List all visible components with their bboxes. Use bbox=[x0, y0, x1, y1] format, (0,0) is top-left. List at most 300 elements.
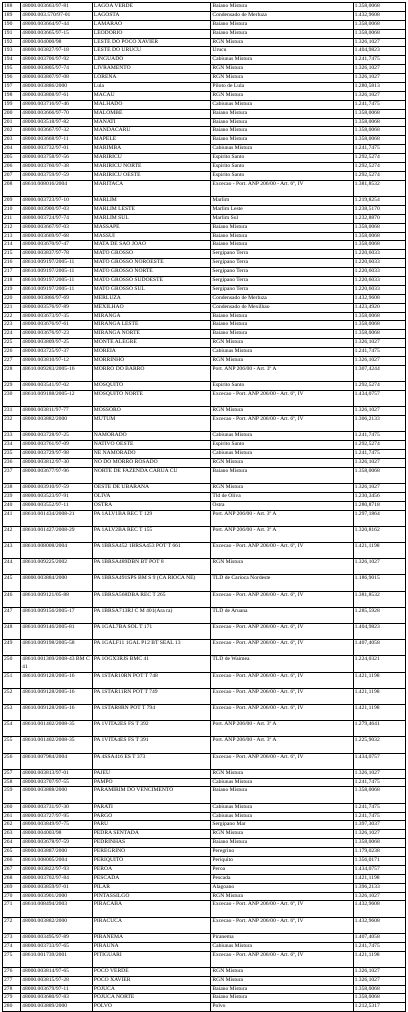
reference-value-cell: 1.434,0757 bbox=[353, 753, 405, 769]
field-name-cell: PA 1BRSA452 1BRSA453 POT T 661 bbox=[92, 543, 211, 559]
field-name-cell: PARATI bbox=[92, 803, 211, 812]
row-number-cell: 258 bbox=[3, 778, 21, 787]
table-row bbox=[3, 501, 406, 510]
row-number-cell: 278 bbox=[3, 985, 21, 994]
row-number-cell: 190 bbox=[3, 20, 21, 29]
reference-value-cell: 1.432,9608 bbox=[353, 901, 405, 917]
process-number-cell: 48610.009197/2005-11 bbox=[21, 259, 93, 268]
row-number-cell: 261 bbox=[3, 812, 21, 821]
field-name-cell: PILAR bbox=[92, 883, 211, 892]
reference-value-cell: 1.358,0068 bbox=[353, 223, 405, 232]
reference-value-cell: 1.241,7475 bbox=[353, 778, 405, 787]
process-number-cell: 48000.003901/2000 bbox=[21, 892, 93, 901]
row-number-cell: 226 bbox=[3, 348, 21, 357]
field-name-cell: PA 1ALV2BA REC T 155 bbox=[92, 526, 211, 542]
field-name-cell: Lula bbox=[92, 83, 211, 92]
oil-type-cell: Piloto de Lula bbox=[211, 83, 353, 92]
field-name-cell: MIRANGA NORTE bbox=[92, 330, 211, 339]
table-row bbox=[3, 839, 406, 848]
row-number-cell: 224 bbox=[3, 330, 21, 339]
reference-value-cell: 1.220,6033 bbox=[353, 259, 405, 268]
table-row bbox=[3, 268, 406, 277]
reference-value-cell: 1.241,7475 bbox=[353, 812, 405, 821]
table-row bbox=[3, 492, 406, 501]
reference-value-cell: 1.326,1027 bbox=[353, 91, 405, 100]
table-row bbox=[3, 348, 406, 357]
oil-type-cell: Piranema bbox=[211, 933, 353, 942]
process-number-cell: 48610.009197/2005-11 bbox=[21, 277, 93, 286]
table-row bbox=[3, 942, 406, 951]
field-name-cell: PAJEU bbox=[92, 769, 211, 778]
table-row bbox=[3, 967, 406, 976]
row-number-cell: 239 bbox=[3, 492, 21, 501]
field-name-cell: MANATI bbox=[92, 118, 211, 127]
field-name-cell: LAGOA VERDE bbox=[92, 3, 211, 12]
reference-value-cell: 1.285,5928 bbox=[353, 607, 405, 623]
row-number-cell: 279 bbox=[3, 994, 21, 1003]
reference-value-cell: 1.219,8254 bbox=[353, 197, 405, 206]
table-row bbox=[3, 312, 406, 321]
row-number-cell: 208 bbox=[3, 180, 21, 196]
table-row bbox=[3, 883, 406, 892]
field-name-cell: MARITACA bbox=[92, 180, 211, 196]
oil-type-cell: Baiano Mistura bbox=[211, 787, 353, 803]
oil-type-cell: Baiano Mistura bbox=[211, 312, 353, 321]
oil-type-cell: Espirito Santo bbox=[211, 441, 353, 450]
field-name-cell: OLIVA bbox=[92, 492, 211, 501]
table-row bbox=[3, 339, 406, 348]
table-row bbox=[3, 277, 406, 286]
row-number-cell: 217 bbox=[3, 268, 21, 277]
reference-value-cell: 1.358,0068 bbox=[353, 127, 405, 136]
table-row bbox=[3, 892, 406, 901]
field-name-cell: PA 1VITA2ES FS T 392 bbox=[92, 721, 211, 737]
table-row bbox=[3, 1003, 406, 1012]
row-number-cell: 194 bbox=[3, 56, 21, 65]
table-row bbox=[3, 294, 406, 303]
oil-type-cell: Sergipano Terra bbox=[211, 277, 353, 286]
oil-type-cell: Baiano Mistura bbox=[211, 127, 353, 136]
process-number-cell: 48000.003815/97-28 bbox=[21, 976, 93, 985]
table-row bbox=[3, 737, 406, 753]
process-number-cell: 48000.003541/97-02 bbox=[21, 382, 93, 391]
oil-type-cell: Cabiunas Mistura bbox=[211, 942, 353, 951]
process-number-cell: 48000.003576/97-89 bbox=[21, 303, 93, 312]
table-row bbox=[3, 100, 406, 109]
field-name-cell: MATO GROSSO NOROESTE bbox=[92, 259, 211, 268]
row-number-cell: 201 bbox=[3, 118, 21, 127]
reference-value-cell: 1.358,0068 bbox=[353, 232, 405, 241]
table-row bbox=[3, 688, 406, 704]
row-number-cell: 213 bbox=[3, 232, 21, 241]
reference-value-cell: 1.241,7475 bbox=[353, 100, 405, 109]
process-number-cell: 48000.003669/97-68 bbox=[21, 232, 93, 241]
field-name-cell: PIRANEMA bbox=[92, 933, 211, 942]
row-number-cell: 229 bbox=[3, 382, 21, 391]
oil-type-cell: Cabiunas Mistura bbox=[211, 778, 353, 787]
oil-type-cell: Sergipano Terra bbox=[211, 259, 353, 268]
oil-type-cell: Baiano Mistura bbox=[211, 3, 353, 12]
row-number-cell: 277 bbox=[3, 976, 21, 985]
table-row bbox=[3, 365, 406, 381]
row-number-cell: 193 bbox=[3, 47, 21, 56]
process-number-cell: 48610.009225/2002 bbox=[21, 559, 93, 575]
field-name-cell: MIRANGA LESTE bbox=[92, 321, 211, 330]
field-name-cell: LIVRAMENTO bbox=[92, 65, 211, 74]
table-row bbox=[3, 432, 406, 441]
field-name-cell: PAMPO bbox=[92, 778, 211, 787]
table-row bbox=[3, 450, 406, 459]
row-number-cell: 257 bbox=[3, 769, 21, 778]
process-number-cell: 48610.001369/2008-43 BM C 41 bbox=[21, 656, 93, 672]
row-number-cell: 200 bbox=[3, 109, 21, 118]
reference-value-cell: 1.358,0068 bbox=[353, 136, 405, 145]
table-row bbox=[3, 416, 406, 432]
process-number-cell: 48000.003680/97-83 bbox=[21, 994, 93, 1003]
table-row bbox=[3, 812, 406, 821]
reference-value-cell: 1.326,1027 bbox=[353, 484, 405, 493]
oil-type-cell: RGN Mistura bbox=[211, 407, 353, 416]
oil-type-cell: Excecao - Port. ANP 206/00 - Art. 6º, IV bbox=[211, 640, 353, 656]
field-name-cell: MARLIM bbox=[92, 197, 211, 206]
process-number-cell: 48000.003664/97-44 bbox=[21, 20, 93, 29]
table-row bbox=[3, 778, 406, 787]
field-name-cell: PA 1STAR8RN POT T 794 bbox=[92, 704, 211, 720]
oil-type-cell: Urucu bbox=[211, 47, 353, 56]
oil-type-cell: RGN Mistura bbox=[211, 967, 353, 976]
process-number-cell: 48000.003811/97-77 bbox=[21, 407, 93, 416]
process-number-cell: 48000.003759/97-59 bbox=[21, 171, 93, 180]
oil-type-cell: RGN Mistura bbox=[211, 65, 353, 74]
process-number-cell: 48000.003760/97-38 bbox=[21, 163, 93, 172]
row-number-cell: 195 bbox=[3, 65, 21, 74]
oil-type-cell: Sergipano Terra bbox=[211, 268, 353, 277]
oil-type-cell: Marlim Sul bbox=[211, 214, 353, 223]
process-number-cell: 48610.008494/2003 bbox=[21, 901, 93, 917]
row-number-cell: 265 bbox=[3, 848, 21, 857]
oil-type-cell: Port. ANP 206/00 - Art. 3º A bbox=[211, 737, 353, 753]
table-row bbox=[3, 467, 406, 483]
row-number-cell: 234 bbox=[3, 441, 21, 450]
table-row bbox=[3, 591, 406, 607]
oil-type-cell: Espirito Santo bbox=[211, 154, 353, 163]
field-name-cell: MARIRICU OESTE bbox=[92, 171, 211, 180]
process-number-cell: 48610.001427/2008-29 bbox=[21, 526, 93, 542]
reference-value-cell: 1.432,9608 bbox=[353, 917, 405, 933]
table-row bbox=[3, 38, 406, 47]
field-name-cell: MARIRICU NORTE bbox=[92, 163, 211, 172]
field-name-cell: MOSQUITO bbox=[92, 382, 211, 391]
oil-type-cell: RGN Mistura bbox=[211, 38, 353, 47]
field-name-cell: MATO GROSSO NORTE bbox=[92, 268, 211, 277]
process-number-cell: 48000.003900/97-03 bbox=[21, 205, 93, 214]
table-row bbox=[3, 357, 406, 366]
field-name-cell: POCO VERDE bbox=[92, 967, 211, 976]
row-number-cell: 263 bbox=[3, 830, 21, 839]
process-number-cell: 48000.003724/97-74 bbox=[21, 214, 93, 223]
field-name-cell: PA 1VITA4ES FS T 391 bbox=[92, 737, 211, 753]
table-row bbox=[3, 382, 406, 391]
process-number-cell: 48000.003523/97-91 bbox=[21, 492, 93, 501]
table-row bbox=[3, 83, 406, 92]
field-name-cell: PERIQUITO bbox=[92, 857, 211, 866]
oil-type-cell: Polvo bbox=[211, 1003, 353, 1012]
row-number-cell: 207 bbox=[3, 171, 21, 180]
reference-value-cell: 1.396,2133 bbox=[353, 883, 405, 892]
field-name-cell: MONTE ALEGRE bbox=[92, 339, 211, 348]
row-number-cell: 266 bbox=[3, 857, 21, 866]
row-number-cell: 223 bbox=[3, 321, 21, 330]
table-row bbox=[3, 11, 406, 20]
row-number-cell: 260 bbox=[3, 803, 21, 812]
reference-value-cell: 1.326,1027 bbox=[353, 74, 405, 83]
reference-value-cell: 1.358,0068 bbox=[353, 109, 405, 118]
field-name-cell: POLVO bbox=[92, 1003, 211, 1012]
table-row bbox=[3, 656, 406, 672]
reference-value-cell: 1.358,0068 bbox=[353, 20, 405, 29]
process-number-cell: 48610.009128/2005-16 bbox=[21, 704, 93, 720]
oil-type-cell: Condensado de Merluza bbox=[211, 11, 353, 20]
row-number-cell: 204 bbox=[3, 145, 21, 154]
reference-value-cell: 1.326,1027 bbox=[353, 892, 405, 901]
row-number-cell: 248 bbox=[3, 624, 21, 640]
table-row bbox=[3, 65, 406, 74]
process-number-cell: 48000.003663/97-81 bbox=[21, 3, 93, 12]
field-name-cell: PA 1BRSA568DBA REC T 265 bbox=[92, 591, 211, 607]
oil-type-cell: Ostra bbox=[211, 501, 353, 510]
process-number-cell: 48000.003716/97-46 bbox=[21, 100, 93, 109]
process-number-cell: 48000.003667/97-03 bbox=[21, 223, 93, 232]
table-row bbox=[3, 672, 406, 688]
reference-value-cell: 1.381,8532 bbox=[353, 180, 405, 196]
process-number-cell: 48000.003727/97-95 bbox=[21, 812, 93, 821]
process-number-cell: 48610.007984/2004 bbox=[21, 753, 93, 769]
process-number-cell: 48000.003849/97-75 bbox=[21, 821, 93, 830]
row-number-cell: 218 bbox=[3, 277, 21, 286]
row-number-cell: 214 bbox=[3, 241, 21, 250]
oil-type-cell: Cabiunas Mistura bbox=[211, 803, 353, 812]
oil-type-cell: RGN Mistura bbox=[211, 91, 353, 100]
field-name-cell: PEDRINHAS bbox=[92, 839, 211, 848]
row-number-cell: 253 bbox=[3, 704, 21, 720]
oil-type-cell: Baiano Mistura bbox=[211, 985, 353, 994]
field-name-cell: MARLIM LESTE bbox=[92, 205, 211, 214]
row-number-cell: 222 bbox=[3, 312, 21, 321]
oil-type-cell: Excecao - Port. ANP 206/00 - Art. 6º, IV bbox=[211, 391, 353, 407]
process-number-cell: 48610.009197/2005-11 bbox=[21, 268, 93, 277]
oil-type-cell: Espirito Santo bbox=[211, 171, 353, 180]
reference-value-cell: 1.432,9608 bbox=[353, 11, 405, 20]
process-number-cell: 48000.003808/97-61 bbox=[21, 91, 93, 100]
oil-type-cell: Espirito Santo bbox=[211, 163, 353, 172]
process-number-cell: 48000.004000/98 bbox=[21, 38, 93, 47]
oil-type-cell: Excecao - Port. ANP 206/00 - Art. 6º, IV bbox=[211, 543, 353, 559]
oil-type-cell: RGN Mistura bbox=[211, 830, 353, 839]
field-name-cell: MATO GROSSO SUL bbox=[92, 285, 211, 294]
table-row bbox=[3, 994, 406, 1003]
table-row bbox=[3, 985, 406, 994]
field-name-cell: NORTE DE FAZENDA CARUA CU bbox=[92, 467, 211, 483]
table-row bbox=[3, 391, 406, 407]
row-number-cell: 275 bbox=[3, 951, 21, 967]
row-number-cell: 246 bbox=[3, 591, 21, 607]
table-row bbox=[3, 607, 406, 623]
field-name-cell: MARLIM SUL bbox=[92, 214, 211, 223]
reference-value-cell: 1.407,4058 bbox=[353, 933, 405, 942]
field-name-cell: MARIMBA bbox=[92, 145, 211, 154]
row-number-cell: 238 bbox=[3, 484, 21, 493]
field-name-cell: PARAMIRIM DO VENCIMENTO bbox=[92, 787, 211, 803]
table-row bbox=[3, 933, 406, 942]
process-number-cell: 48000.003732/97-01 bbox=[21, 145, 93, 154]
oil-type-cell: Cabiunas Mistura bbox=[211, 145, 353, 154]
process-number-cell: 48000.003837/97-78 bbox=[21, 250, 93, 259]
reference-value-cell: 1.292,5274 bbox=[353, 154, 405, 163]
reference-value-cell: 1.421,1198 bbox=[353, 704, 405, 720]
reference-value-cell: 1.326,1027 bbox=[353, 976, 405, 985]
oil-type-cell: Baiano Mistura bbox=[211, 467, 353, 483]
process-number-cell: 48000.003678/97-59 bbox=[21, 839, 93, 848]
field-name-cell: PA 1STAR11RN POT T 749 bbox=[92, 688, 211, 704]
field-name-cell: MORRINHO bbox=[92, 357, 211, 366]
reference-value-cell: 1.241,7475 bbox=[353, 348, 405, 357]
reference-value-cell: 1.358,0068 bbox=[353, 241, 405, 250]
row-number-cell: 189 bbox=[3, 11, 21, 20]
field-name-cell: LESTE DO POCO XAVIER bbox=[92, 38, 211, 47]
oil-type-cell: Baiano Mistura bbox=[211, 136, 353, 145]
reference-value-cell: 1.186,9015 bbox=[353, 575, 405, 591]
reference-value-cell: 1.224,0321 bbox=[353, 656, 405, 672]
oil-type-cell: TLD de Aruana bbox=[211, 607, 353, 623]
row-number-cell: 220 bbox=[3, 294, 21, 303]
oil-type-cell: Excecao - Port. ANP 206/00 - Art. 6º, IV bbox=[211, 180, 353, 196]
process-number-cell: 48000.003814/97-65 bbox=[21, 967, 93, 976]
oil-type-cell: Excecao - Port. ANP 206/00 - Art. 6º, IV bbox=[211, 688, 353, 704]
process-number-cell: 48000.003667/97-32 bbox=[21, 127, 93, 136]
oil-type-cell: Port. ANP 206/00 - Art. 3º A bbox=[211, 365, 353, 381]
row-number-cell: 225 bbox=[3, 339, 21, 348]
process-number-cell: 48000.003733/97-65 bbox=[21, 942, 93, 951]
process-number-cell: 48000.004003/98 bbox=[21, 830, 93, 839]
process-number-cell: 48000.003668/97-11 bbox=[21, 136, 93, 145]
process-number-cell: 48000.003887/2000 bbox=[21, 848, 93, 857]
field-name-cell: POJUCA NORTE bbox=[92, 994, 211, 1003]
field-name-cell: PA 1OGX3RJS BMC 41 bbox=[92, 656, 211, 672]
row-number-cell: 205 bbox=[3, 154, 21, 163]
table-row bbox=[3, 769, 406, 778]
process-number-cell: 48610.001434/2008-21 bbox=[21, 510, 93, 526]
oil-type-cell: Baiano Mistura bbox=[211, 241, 353, 250]
row-number-cell: 268 bbox=[3, 874, 21, 883]
reference-value-cell: 1.232,8870 bbox=[353, 214, 405, 223]
row-number-cell: 210 bbox=[3, 205, 21, 214]
row-number-cell: 255 bbox=[3, 737, 21, 753]
process-number-cell: 48000.003882/2000 bbox=[21, 917, 93, 933]
row-number-cell: 219 bbox=[3, 285, 21, 294]
table-row bbox=[3, 917, 406, 933]
oil-type-cell: Excecao - Port. ANP 206/00 - Art. 6º, IV bbox=[211, 917, 353, 933]
row-number-cell: 274 bbox=[3, 942, 21, 951]
process-number-cell: 48000.003810/97-12 bbox=[21, 357, 93, 366]
row-number-cell: 206 bbox=[3, 163, 21, 172]
field-name-cell: MARIRICU bbox=[92, 154, 211, 163]
reference-value-cell: 1.358,0068 bbox=[353, 321, 405, 330]
reference-value-cell: 1.358,0068 bbox=[353, 3, 405, 12]
row-number-cell: 247 bbox=[3, 607, 21, 623]
table-row bbox=[3, 441, 406, 450]
process-number-cell: 48000.003761/97-09 bbox=[21, 441, 93, 450]
row-number-cell: 231 bbox=[3, 407, 21, 416]
row-number-cell: 233 bbox=[3, 432, 21, 441]
process-number-cell: 48000.003807/97-08 bbox=[21, 74, 93, 83]
process-number-cell: 48000.003884/2000 bbox=[21, 575, 93, 591]
oil-type-cell: Port. ANP 206/00 - Art. 3º A bbox=[211, 721, 353, 737]
reference-value-cell: 1.220,6033 bbox=[353, 268, 405, 277]
oil-type-cell: RGN Mistura bbox=[211, 357, 353, 366]
row-number-cell: 250 bbox=[3, 656, 21, 672]
table-row bbox=[3, 303, 406, 312]
process-number-cell: 48610.009156/2005-17 bbox=[21, 607, 93, 623]
reference-value-cell: 1.280,8718 bbox=[353, 501, 405, 510]
row-number-cell: 242 bbox=[3, 526, 21, 542]
process-number-cell: 48610.001402/2008-35 bbox=[21, 737, 93, 753]
process-number-cell: 48610.009198/2005-58 bbox=[21, 640, 93, 656]
reference-value-cell: 1.326,1027 bbox=[353, 458, 405, 467]
row-number-cell: 280 bbox=[3, 1003, 21, 1012]
row-number-cell: 235 bbox=[3, 450, 21, 459]
reference-value-cell: 1.292,5274 bbox=[353, 382, 405, 391]
process-number-cell: 48000.003706/97-92 bbox=[21, 56, 93, 65]
oil-type-cell: Espirito Santo bbox=[211, 382, 353, 391]
row-number-cell: 271 bbox=[3, 901, 21, 917]
reference-value-cell: 1.358,0068 bbox=[353, 994, 405, 1003]
process-number-cell: 48000.003889/2000 bbox=[21, 1003, 93, 1012]
process-number-cell: 48000.003910/97-59 bbox=[21, 484, 93, 493]
oil-type-cell: Peregrino bbox=[211, 848, 353, 857]
row-number-cell: 241 bbox=[3, 510, 21, 526]
table-row bbox=[3, 91, 406, 100]
table-row bbox=[3, 330, 406, 339]
reference-value-cell: 1.220,6033 bbox=[353, 285, 405, 294]
oil-type-cell: Port. ANP 206/00 - Art. 3º A bbox=[211, 510, 353, 526]
table-row bbox=[3, 857, 406, 866]
row-number-cell: 276 bbox=[3, 967, 21, 976]
reference-value-cell: 1.358,0068 bbox=[353, 467, 405, 483]
table-row bbox=[3, 232, 406, 241]
fields-table-body bbox=[3, 3, 406, 1012]
reference-value-cell: 1.326,1027 bbox=[353, 65, 405, 74]
field-name-cell: PEROA bbox=[92, 865, 211, 874]
reference-value-cell: 1.397,3037 bbox=[353, 821, 405, 830]
row-number-cell: 252 bbox=[3, 688, 21, 704]
field-name-cell: LAMARAO bbox=[92, 20, 211, 29]
reference-value-cell: 1.292,5274 bbox=[353, 171, 405, 180]
field-name-cell: MASSUI bbox=[92, 232, 211, 241]
table-row bbox=[3, 624, 406, 640]
field-name-cell: LORENA bbox=[92, 74, 211, 83]
oil-type-cell: Alagoano bbox=[211, 883, 353, 892]
table-row bbox=[3, 848, 406, 857]
row-number-cell: 230 bbox=[3, 391, 21, 407]
process-number-cell: 48610.008005/2004 bbox=[21, 857, 93, 866]
oil-type-cell: Excecao - Port. ANP 206/00 - Art. 6º, IV bbox=[211, 704, 353, 720]
field-name-cell: PINTASSILGO bbox=[92, 892, 211, 901]
table-row bbox=[3, 214, 406, 223]
table-row bbox=[3, 136, 406, 145]
oil-type-cell: Baiano Mistura bbox=[211, 20, 353, 29]
field-name-cell: PA 4SSA416 ES T 373 bbox=[92, 753, 211, 769]
row-number-cell: 272 bbox=[3, 917, 21, 933]
